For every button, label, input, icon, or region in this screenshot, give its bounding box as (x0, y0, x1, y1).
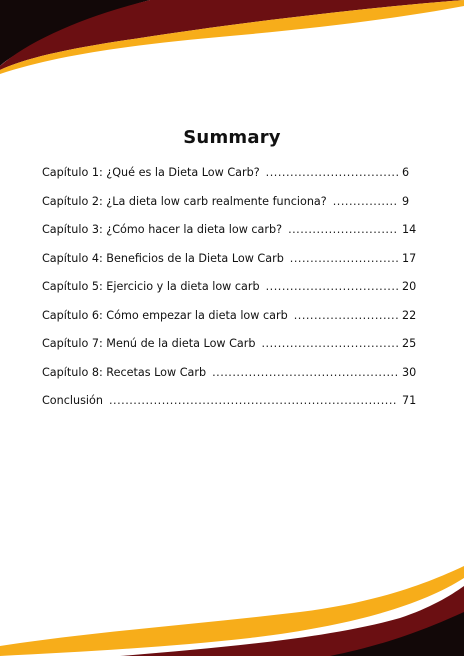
toc-dot-leader (266, 166, 398, 179)
top-wave-maroon (0, 0, 464, 70)
bottom-wave-decoration (0, 546, 464, 656)
toc-entry-label: Capítulo 1: ¿Qué es la Dieta Low Carb? (42, 166, 260, 179)
bottom-wave-maroon (120, 586, 464, 656)
toc-entry-page-number: 22 (402, 308, 417, 322)
toc-entry[interactable] (42, 166, 420, 195)
toc-entry-label: Capítulo 7: Menú de la dieta Low Carb (42, 337, 256, 350)
toc-dot-leader (294, 309, 398, 322)
bottom-wave-black (330, 612, 464, 656)
toc-entry[interactable] (42, 195, 420, 224)
toc-entry[interactable] (42, 337, 420, 366)
toc-dot-leader (212, 366, 398, 379)
table-of-contents (42, 166, 420, 423)
toc-entry-label: Capítulo 5: Ejercicio y la dieta low carb (42, 280, 260, 293)
top-wave-gold (0, 0, 464, 74)
toc-entry[interactable] (42, 366, 420, 395)
toc-dot-leader (290, 252, 398, 265)
toc-entry-page-number: 14 (402, 223, 417, 236)
toc-entry[interactable] (42, 280, 420, 309)
page-title: Summary (183, 127, 281, 148)
toc-dot-leader (109, 394, 398, 407)
toc-entry-label: Conclusión (42, 394, 103, 407)
toc-entry-page-number: 25 (402, 337, 417, 350)
toc-entry[interactable] (42, 252, 420, 281)
toc-entry-label: Capítulo 8: Recetas Low Carb (42, 365, 207, 379)
toc-entry-label: Capítulo 3: ¿Cómo hacer la dieta low carb? (42, 223, 283, 236)
toc-dot-leader (266, 280, 398, 293)
toc-entry-page-number: 71 (402, 394, 417, 407)
top-wave-black (0, 0, 150, 66)
toc-entry-label: Capítulo 6: Cómo empezar la dieta low carb (42, 308, 288, 322)
toc-entry-page-number: 17 (402, 251, 417, 265)
toc-entry-page-number: 20 (402, 280, 417, 293)
bottom-wave-gold (0, 566, 464, 656)
toc-entry-page-number: 6 (402, 166, 410, 179)
toc-entry[interactable] (42, 394, 420, 423)
top-wave-decoration (0, 0, 464, 120)
toc-entry-page-number: 30 (402, 365, 417, 379)
toc-entry-page-number: 9 (402, 194, 410, 208)
toc-dot-leader (288, 223, 398, 236)
toc-entry-label: Capítulo 2: ¿La dieta low carb realmente funciona? (42, 194, 327, 208)
toc-dot-leader (333, 195, 398, 208)
toc-entry[interactable] (42, 309, 420, 338)
toc-entry-label: Capítulo 4: Beneficios de la Dieta Low Carb (42, 251, 284, 265)
toc-entry[interactable] (42, 223, 420, 252)
toc-dot-leader (262, 337, 399, 350)
